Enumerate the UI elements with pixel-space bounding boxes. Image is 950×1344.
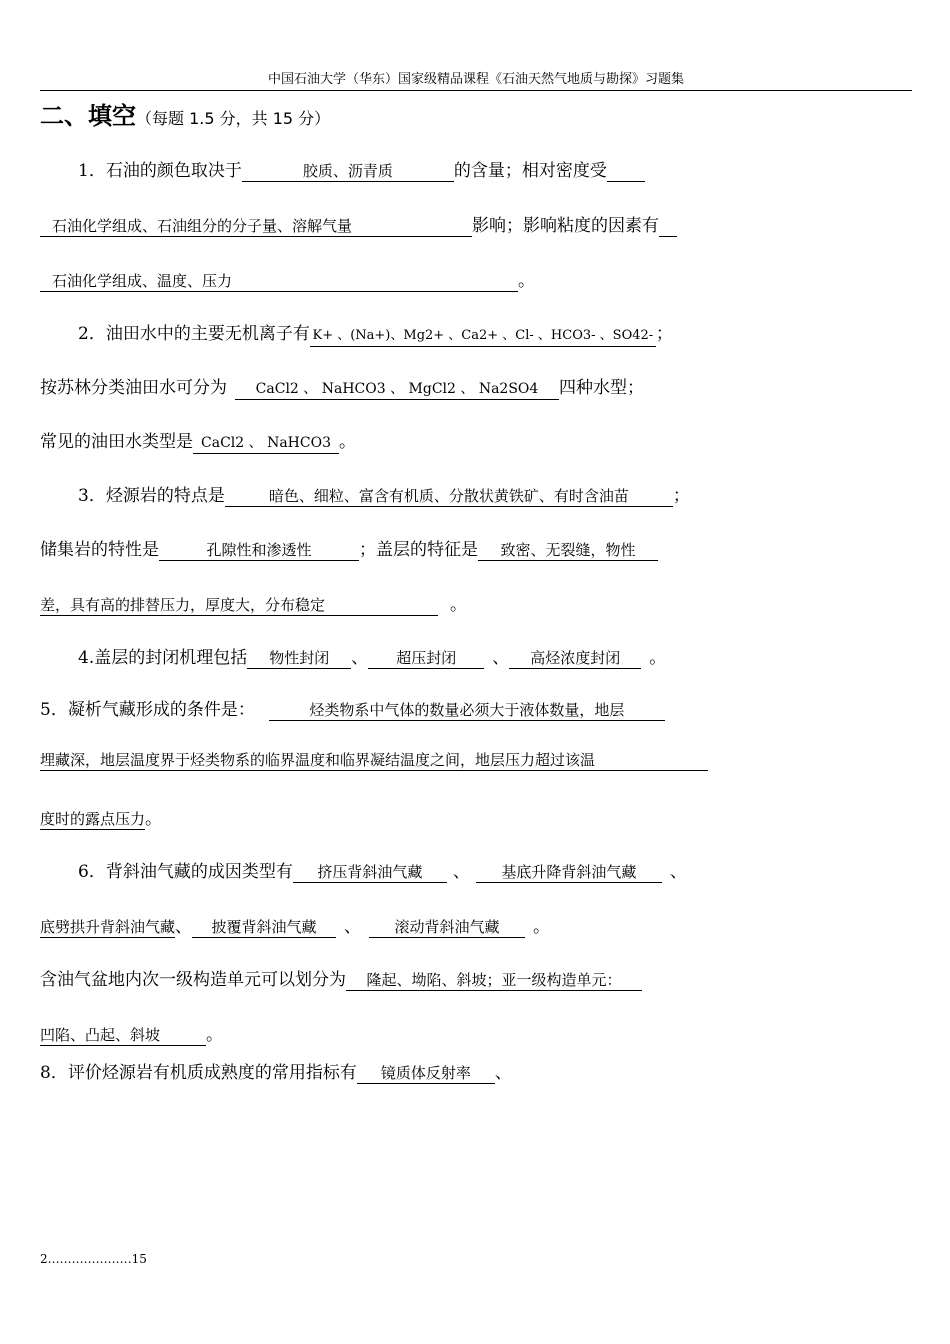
q7-answer-1: 隆起、坳陷、斜坡；亚一级构造单元： xyxy=(346,970,642,991)
q6-answer-4: 披覆背斜油气藏 xyxy=(192,917,336,938)
q4-text: 4.盖层的封闭机理包括 xyxy=(78,648,248,668)
q3-answer-reservoir: 孔隙性和渗透性 xyxy=(159,540,359,561)
q6-sep-2: 、 xyxy=(669,862,687,882)
q7-answer-2: 凹陷、凸起、斜坡 xyxy=(40,1025,206,1046)
q6-line2 xyxy=(40,912,550,938)
q5-answer-l2: 埋藏深，地层温度界于烃类物系的临界温度和临界凝结温度之间，地层压力超过该温 xyxy=(40,750,708,771)
q4-sep-2: 、 xyxy=(492,648,510,668)
q1-line2 xyxy=(40,211,677,237)
q8-text: 8．评价烃源岩有机质成熟度的常用指标有 xyxy=(40,1063,357,1083)
q5-line3 xyxy=(40,804,162,830)
q2-end: 。 xyxy=(339,432,356,452)
q2-answer-common: CaCl2 、 NaHCO3 xyxy=(193,433,339,454)
q3-end: 。 xyxy=(450,595,467,615)
q2-text-four-types: 四种水型； xyxy=(559,378,644,398)
q5-end: 。 xyxy=(145,809,163,829)
section-score-note: （每题 1.5 分，共 15 分） xyxy=(136,109,331,128)
q6-answer-2: 基底升降背斜油气藏 xyxy=(476,862,662,883)
q6-line1 xyxy=(78,857,687,883)
q2-line2 xyxy=(40,373,644,400)
q2-text-common: 常见的油田水类型是 xyxy=(40,432,193,452)
q1-text: 1．石油的颜色取决于 xyxy=(78,161,242,181)
q5-answer-l3: 度时的露点压力 xyxy=(40,810,146,828)
q6-sep-3: 、 xyxy=(175,917,193,937)
q5-line2 xyxy=(40,750,708,771)
q1-blank-tail2 xyxy=(659,216,677,237)
q6-sep-1: 、 xyxy=(452,862,470,882)
q6-sep-4: 、 xyxy=(344,917,362,937)
q4-line xyxy=(78,643,666,669)
q8-line xyxy=(40,1058,512,1084)
q1-end: 。 xyxy=(518,271,535,291)
q7-text: 含油气盆地内次一级构造单元可以划分为 xyxy=(40,970,346,990)
q5-text: 5．凝析气藏形成的条件是： xyxy=(40,700,255,720)
q6-answer-3: 底劈拱升背斜油气藏 xyxy=(40,918,176,936)
q2-semi: ； xyxy=(655,324,673,344)
q2-text-sulin: 按苏林分类油田水可分为 xyxy=(40,378,227,398)
q1-answer-color: 胶质、沥青质 xyxy=(242,161,454,182)
q1-text-density: 的含量；相对密度受 xyxy=(453,161,607,181)
q4-sep-1: 、 xyxy=(351,648,369,668)
q4-answer-1: 物性封闭 xyxy=(247,648,351,669)
page-footer: 2…………………15 xyxy=(40,1252,147,1266)
q3-text-caprock: ；盖层的特征是 xyxy=(359,540,478,560)
q1-answer-viscosity: 石油化学组成、温度、压力 xyxy=(40,271,518,292)
q3-text-reservoir: 储集岩的特性是 xyxy=(40,540,159,560)
q6-text: 6．背斜油气藏的成因类型有 xyxy=(78,862,293,882)
q3-answer-source-rock: 暗色、细粒、富含有机质、分散状黄铁矿、有时含油苗 xyxy=(225,486,673,507)
q1-line1 xyxy=(78,156,645,182)
q1-line3 xyxy=(40,266,535,292)
q6-answer-1: 挤压背斜油气藏 xyxy=(293,862,447,883)
q2-answer-types: CaCl2 、 NaHCO3 、 MgCl2 、 Na2SO4 xyxy=(235,379,559,400)
q1-answer-density: 石油化学组成、石油组分的分子量、溶解气量 xyxy=(40,216,472,237)
q7-line2 xyxy=(40,1020,223,1046)
q4-answer-2: 超压封闭 xyxy=(368,648,484,669)
q1-text-viscosity: 影响；影响粘度的因素有 xyxy=(472,216,659,236)
q3-line2 xyxy=(40,535,658,561)
page-header: 中国石油大学（华东）国家级精品课程《石油天然气地质与勘探》习题集 xyxy=(40,68,912,91)
q1-blank-tail xyxy=(607,161,645,182)
q3-text: 3．烃源岩的特点是 xyxy=(78,486,225,506)
q3-answer-caprock-b: 差，具有高的排替压力，厚度大，分布稳定 xyxy=(40,595,438,616)
q8-answer-1: 镜质体反射率 xyxy=(357,1063,495,1084)
q2-answer-ions: K+ 、(Na+)、Mg2+ 、Ca2+ 、Cl- 、HCO3- 、SO42- xyxy=(310,326,656,347)
q3-line3 xyxy=(40,590,467,616)
section-title-text: 二、填空 xyxy=(40,102,136,130)
q8-sep: 、 xyxy=(494,1063,512,1083)
q6-answer-5: 滚动背斜油气藏 xyxy=(369,917,525,938)
q3-semi: ； xyxy=(672,486,690,506)
q4-answer-3: 高烃浓度封闭 xyxy=(509,648,641,669)
q6-end: 。 xyxy=(533,917,551,937)
q2-text: 2．油田水中的主要无机离子有 xyxy=(78,324,310,344)
q5-line1 xyxy=(40,695,665,721)
section-title xyxy=(40,96,330,131)
q4-end: 。 xyxy=(649,648,667,668)
q3-line1 xyxy=(78,481,690,507)
q2-line1 xyxy=(78,319,673,347)
q5-answer-l1: 烃类物系中气体的数量必须大于液体数量，地层 xyxy=(269,700,665,721)
q7-end: 。 xyxy=(206,1025,223,1045)
q2-line3 xyxy=(40,427,356,454)
q3-answer-caprock-a: 致密、无裂缝，物性 xyxy=(478,540,658,561)
q7-line1 xyxy=(40,965,642,991)
